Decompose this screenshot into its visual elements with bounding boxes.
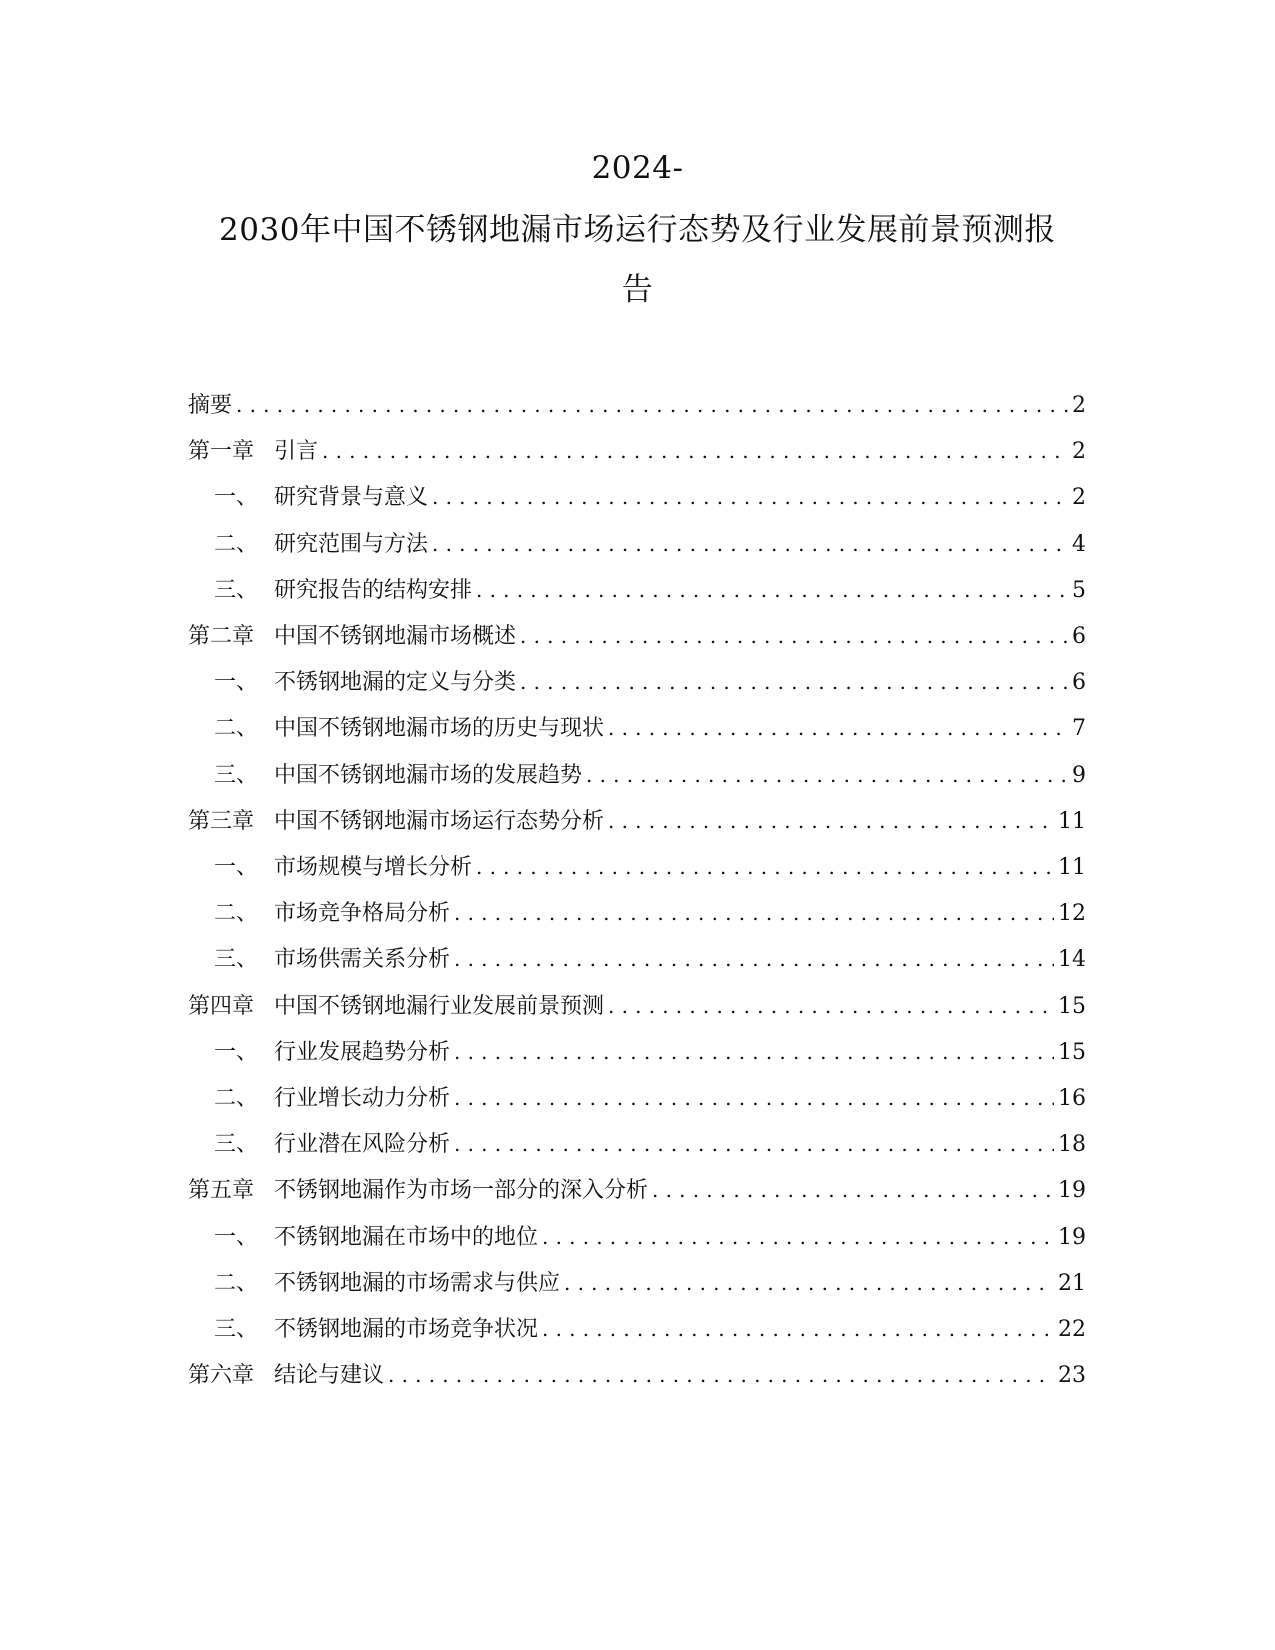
toc-entry-page-number: 19 xyxy=(1058,1178,1086,1204)
toc-entry-title: 行业发展趋势分析 xyxy=(274,1039,451,1065)
toc-entry-title: 行业潜在风险分析 xyxy=(274,1132,451,1158)
toc-leader-dots xyxy=(428,527,1068,561)
toc-entry-title: 中国不锈钢地漏市场运行态势分析 xyxy=(274,808,605,834)
toc-entry-number: 三、 xyxy=(214,577,259,603)
toc-entry-page-number: 2 xyxy=(1072,439,1086,465)
toc-entry-page-number: 4 xyxy=(1072,531,1086,557)
toc-entry-number: 第六章 xyxy=(188,1363,255,1389)
toc-leader-dots xyxy=(560,1266,1054,1300)
toc-entry-page-number: 5 xyxy=(1072,577,1086,603)
toc-entry[interactable] xyxy=(214,1220,1086,1254)
toc-entry-number: 二、 xyxy=(214,901,259,927)
toc-entry[interactable] xyxy=(188,1358,1086,1392)
toc-entry[interactable] xyxy=(214,1081,1086,1115)
toc-entry[interactable] xyxy=(188,1173,1086,1207)
toc-leader-dots xyxy=(516,619,1068,653)
toc-entry-page-number: 15 xyxy=(1058,993,1086,1019)
toc-entry[interactable] xyxy=(214,1035,1086,1069)
toc-entry[interactable] xyxy=(214,527,1086,561)
toc-leader-dots xyxy=(604,711,1068,745)
toc-entry-number: 一、 xyxy=(214,485,259,511)
toc-entry-number: 二、 xyxy=(214,1086,259,1111)
toc-entry-page-number: 2 xyxy=(1072,393,1086,418)
toc-entry-number: 三、 xyxy=(214,1132,259,1158)
toc-leader-dots xyxy=(232,388,1068,422)
toc-leader-dots xyxy=(384,1358,1054,1392)
toc-entry-number: 三、 xyxy=(214,1317,259,1342)
toc-entry-number: 三、 xyxy=(214,762,259,788)
toc-entry-page-number: 22 xyxy=(1058,1317,1086,1342)
toc-entry-title: 行业增长动力分析 xyxy=(274,1086,451,1111)
toc-entry-number: 第二章 xyxy=(188,624,255,649)
toc-entry-title: 中国不锈钢地漏行业发展前景预测 xyxy=(274,993,605,1019)
toc-entry-page-number: 7 xyxy=(1072,716,1086,742)
toc-entry-page-number: 19 xyxy=(1058,1224,1086,1250)
report-title-line-3: 告 xyxy=(621,272,654,308)
toc-entry-number: 二、 xyxy=(214,1270,259,1296)
toc-entry-title: 市场规模与增长分析 xyxy=(274,855,473,880)
toc-entry-page-number: 2 xyxy=(1072,485,1086,511)
toc-entry[interactable] xyxy=(214,942,1086,976)
toc-entry-title: 摘要 xyxy=(188,393,233,418)
toc-entry-page-number: 14 xyxy=(1058,947,1086,973)
toc-leader-dots xyxy=(604,989,1054,1023)
toc-leader-dots xyxy=(472,573,1068,607)
toc-entry[interactable] xyxy=(214,480,1086,514)
toc-entry-title: 市场供需关系分析 xyxy=(274,947,451,973)
toc-entry-title: 研究背景与意义 xyxy=(274,485,429,511)
toc-entry-page-number: 21 xyxy=(1058,1270,1086,1296)
toc-leader-dots xyxy=(450,942,1054,976)
toc-entry-number: 二、 xyxy=(214,716,259,742)
toc-entry[interactable] xyxy=(214,1266,1086,1300)
toc-entry-page-number: 11 xyxy=(1058,855,1086,880)
toc-entry-page-number: 6 xyxy=(1072,670,1086,696)
toc-leader-dots xyxy=(450,1081,1054,1115)
toc-leader-dots xyxy=(450,896,1054,930)
toc-entry-title: 中国不锈钢地漏市场概述 xyxy=(274,624,517,649)
toc-entry-page-number: 6 xyxy=(1072,624,1086,649)
toc-entry-title: 不锈钢地漏的市场竞争状况 xyxy=(274,1317,539,1342)
toc-entry-number: 一、 xyxy=(214,1039,259,1065)
toc-entry-number: 第五章 xyxy=(188,1178,255,1204)
toc-entry-title: 研究报告的结构安排 xyxy=(274,577,473,603)
toc-entry-page-number: 12 xyxy=(1058,901,1086,927)
toc-entry-number: 一、 xyxy=(214,670,259,696)
toc-entry[interactable] xyxy=(188,388,1086,422)
toc-entry[interactable] xyxy=(188,619,1086,653)
toc-entry[interactable] xyxy=(188,434,1086,468)
toc-entry-title: 不锈钢地漏在市场中的地位 xyxy=(274,1224,539,1250)
toc-leader-dots xyxy=(582,758,1068,792)
toc-leader-dots xyxy=(538,1312,1054,1346)
toc-entry-page-number: 11 xyxy=(1058,808,1086,834)
toc-entry[interactable] xyxy=(188,989,1086,1023)
toc-entry-page-number: 16 xyxy=(1058,1086,1086,1111)
toc-entry[interactable] xyxy=(214,758,1086,792)
toc-entry-title: 结论与建议 xyxy=(274,1363,385,1389)
toc-entry-title: 中国不锈钢地漏市场的发展趋势 xyxy=(274,762,583,788)
toc-entry-title: 不锈钢地漏作为市场一部分的深入分析 xyxy=(274,1178,649,1204)
toc-entry-number: 一、 xyxy=(214,1224,259,1250)
toc-entry[interactable] xyxy=(188,804,1086,838)
toc-entry-title: 中国不锈钢地漏市场的历史与现状 xyxy=(274,716,605,742)
toc-entry[interactable] xyxy=(214,850,1086,884)
report-title-line-1: 2024- xyxy=(591,150,684,186)
toc-entry-title: 不锈钢地漏的市场需求与供应 xyxy=(274,1270,561,1296)
toc-entry[interactable] xyxy=(214,896,1086,930)
toc-leader-dots xyxy=(428,480,1068,514)
toc-entry-page-number: 18 xyxy=(1058,1132,1086,1158)
toc-entry-title: 引言 xyxy=(274,439,319,465)
toc-entry-title: 研究范围与方法 xyxy=(274,531,429,557)
toc-entry[interactable] xyxy=(214,573,1086,607)
toc-entry-title: 市场竞争格局分析 xyxy=(274,901,451,927)
toc-leader-dots xyxy=(648,1173,1054,1207)
toc-entry[interactable] xyxy=(214,1127,1086,1161)
toc-entry-number: 三、 xyxy=(214,947,259,973)
toc-entry-page-number: 9 xyxy=(1072,762,1086,788)
toc-entry-page-number: 15 xyxy=(1058,1039,1086,1065)
toc-leader-dots xyxy=(450,1127,1054,1161)
toc-entry-number: 二、 xyxy=(214,531,259,557)
toc-leader-dots xyxy=(450,1035,1054,1069)
toc-entry[interactable] xyxy=(214,1312,1086,1346)
toc-entry-title: 不锈钢地漏的定义与分类 xyxy=(274,670,517,696)
toc-entry-number: 第四章 xyxy=(188,993,255,1019)
toc-entry-number: 一、 xyxy=(214,855,259,880)
toc-leader-dots xyxy=(516,665,1068,699)
toc-entry-number: 第三章 xyxy=(188,808,255,834)
toc-leader-dots xyxy=(472,850,1054,884)
toc-entry[interactable] xyxy=(214,665,1086,699)
toc-leader-dots xyxy=(538,1220,1054,1254)
toc-entry-number: 第一章 xyxy=(188,439,255,465)
toc-entry-page-number: 23 xyxy=(1058,1363,1086,1389)
report-title-line-2: 2030年中国不锈钢地漏市场运行态势及行业发展前景预测报 xyxy=(219,212,1056,248)
toc-leader-dots xyxy=(604,804,1054,838)
toc-leader-dots xyxy=(318,434,1068,468)
toc-entry[interactable] xyxy=(214,711,1086,745)
